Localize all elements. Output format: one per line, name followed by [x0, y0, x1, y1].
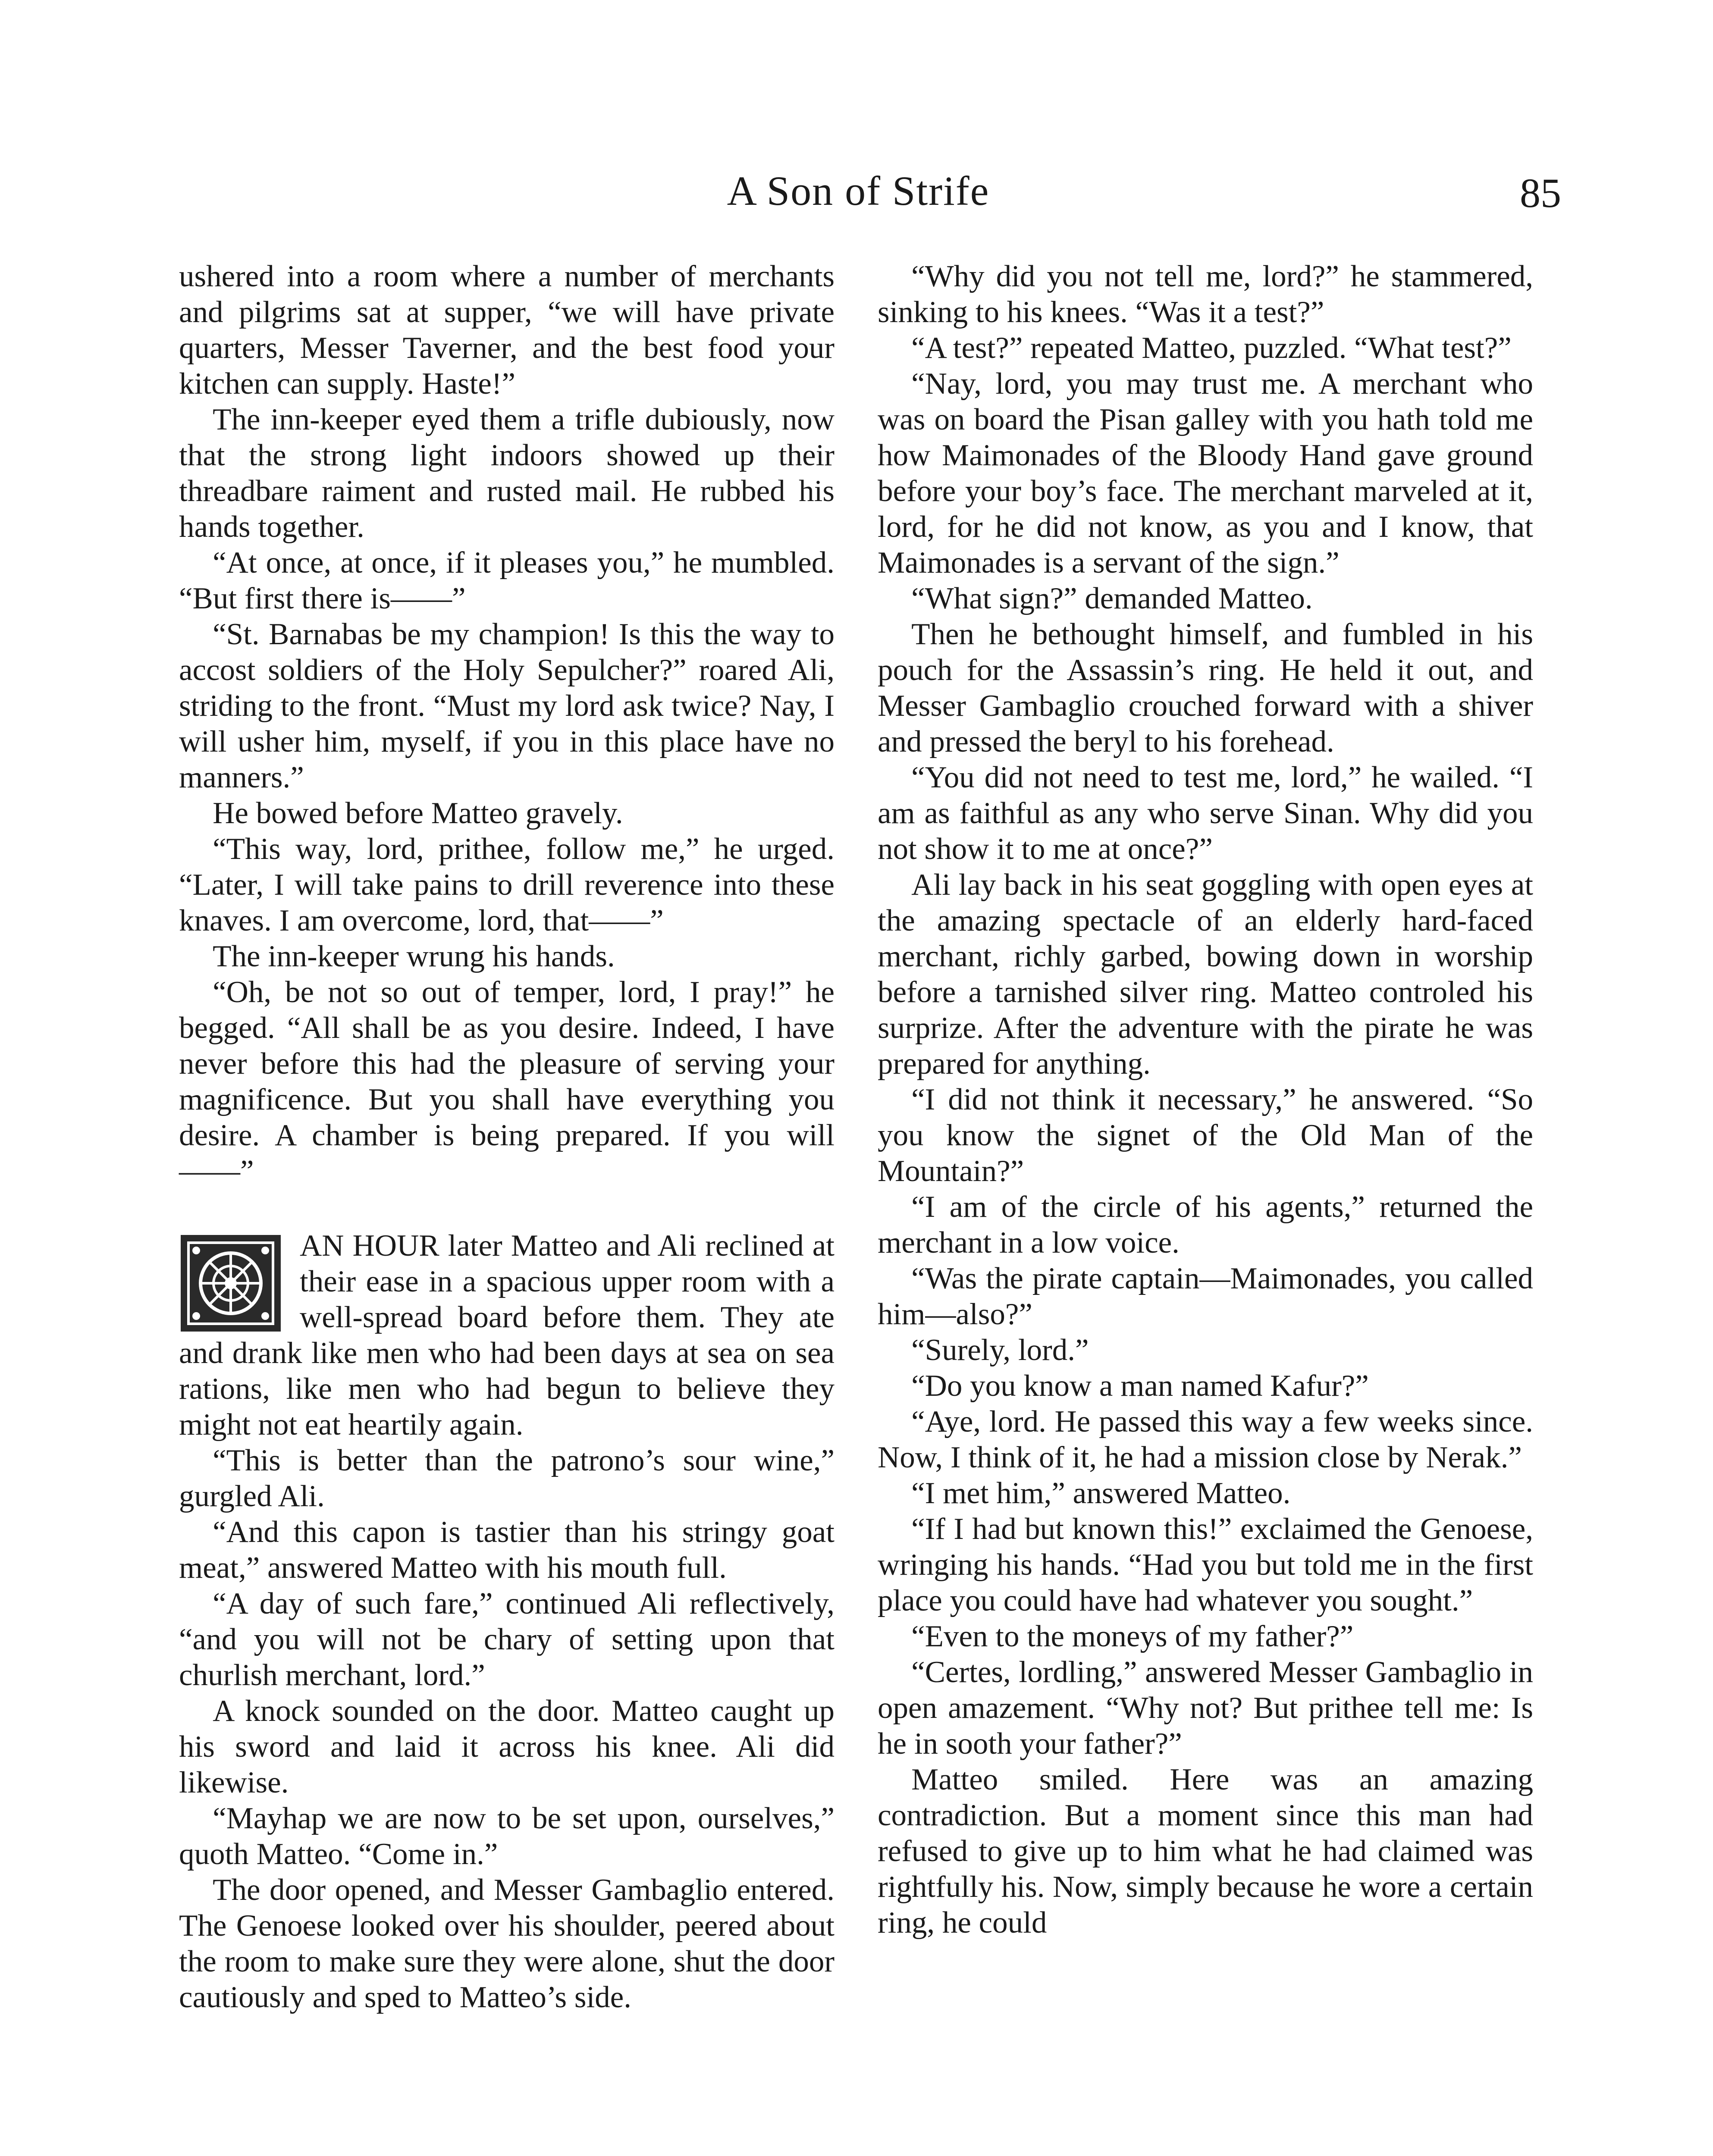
paragraph: “At once, at once, if it pleases you,” he mumbled. “But first there is——”: [179, 546, 835, 615]
paragraph: “I did not think it necessary,” he answered. “So you know the signet of the Old Man of the Mountain?”: [878, 1083, 1533, 1188]
left-column: [179, 259, 835, 2015]
paragraph: “This way, lord, prithee, follow me,” he urged. “Later, I will take pains to drill reverence into these knaves. I am overcome, lord, that——”: [179, 832, 835, 937]
ornament-icon: [179, 1233, 282, 1333]
paragraph: “I met him,” answered Matteo.: [911, 1476, 1291, 1510]
paragraph: “Oh, be not so out of temper, lord, I pray!” he begged. “All shall be as you desire. Indeed, I have never before this had the pleasure of serving your magnificence. But you shall have everything you desire. A chamber is being prepared. If you will——”: [179, 975, 835, 1188]
paragraph: The inn-keeper wrung his hands.: [213, 940, 615, 973]
paragraph: “Do you know a man named Kafur?”: [911, 1369, 1369, 1403]
paragraph: “Aye, lord. He passed this way a few weeks since. Now, I think of it, he had a mission close by Nerak.”: [878, 1405, 1533, 1474]
paragraph: “I am of the circle of his agents,” returned the merchant in a low voice.: [878, 1190, 1533, 1260]
paragraph: “A test?” repeated Matteo, puzzled. “What test?”: [911, 331, 1512, 365]
page-title: A Son of Strife: [727, 168, 990, 214]
right-column: [878, 259, 1533, 1941]
paragraph: “Was the pirate captain—Maimonades, you called him—also?”: [878, 1262, 1533, 1331]
paragraph: “You did not need to test me, lord,” he wailed. “I am as faithful as any who serve Sinan. Why did you not show it to me at once?”: [878, 761, 1533, 866]
paragraph: ushered into a room where a number of merchants and pilgrims sat at supper, “we will have private quarters, Messer Taverner, and the best food your kitchen can supply. Haste!”: [179, 260, 835, 401]
paragraph: “This is better than the patrono’s sour wine,” gurgled Ali.: [179, 1444, 835, 1513]
paragraph: Then he bethought himself, and fumbled in his pouch for the Assassin’s ring. He held it out, and Messer Gambaglio crouched forward with a shiver and pressed the beryl to his forehead.: [878, 617, 1533, 758]
section-opening-paragraph: [179, 1228, 835, 1443]
section-opening-text: later Matteo and Ali reclined at their ease in a spacious upper room with a well-spread board before them. They ate and drank like men who had been days at sea on sea rations, like men who had begun to believe they might not eat heartily again.: [179, 1229, 835, 1442]
paragraph: “Certes, lordling,” answered Messer Gambaglio in open amazement. “Why not? But prithee tell me: Is he in sooth your father?”: [878, 1655, 1533, 1761]
paragraph: “Surely, lord.”: [911, 1333, 1089, 1367]
paragraph: “Nay, lord, you may trust me. A merchant who was on board the Pisan galley with you hath told me how Maimonades of the Bloody Hand gave ground before your boy’s face. The merchant marveled at it, lord, for he did not know, as you and I know, that Maimonades is a servant of the sign.”: [878, 367, 1533, 580]
paragraph: “Why did you not tell me, lord?” he stammered, sinking to his knees. “Was it a test?”: [878, 260, 1533, 329]
paragraph: “St. Barnabas be my champion! Is this the way to accost soldiers of the Holy Sepulcher?” roared Ali, striding to the front. “Must my lord ask twice? Nay, I will usher him, myself, if you in this place have no manners.”: [179, 617, 835, 794]
paragraph: “Even to the moneys of my father?”: [911, 1620, 1354, 1653]
paragraph: “If I had but known this!” exclaimed the Genoese, wringing his hands. “Had you but told me in the first place you could have had whatever you sought.”: [878, 1512, 1533, 1617]
section-lead-words: AN HOUR: [300, 1229, 439, 1263]
paragraph: The inn-keeper eyed them a trifle dubiously, now that the strong light indoors showed up their threadbare raiment and rusted mail. He rubbed his hands together.: [179, 403, 835, 544]
page-number: 85: [1520, 170, 1561, 216]
section-break: [179, 1189, 835, 1228]
paragraph: Ali lay back in his seat goggling with open eyes at the amazing spectacle of an elderly hard-faced merchant, richly garbed, bowing down in worship before a tarnished silver ring. Matteo controled his surprize. After the adventure with the pirate he was prepared for anything.: [878, 868, 1533, 1081]
paragraph: The door opened, and Messer Gambaglio entered. The Genoese looked over his shoulder, peered about the room to make sure they were alone, shut the door cautiously and sped to Matteo’s side.: [179, 1873, 835, 2014]
paragraph: “And this capon is tastier than his stringy goat meat,” answered Matteo with his mouth full.: [179, 1515, 835, 1585]
paragraph: “What sign?” demanded Matteo.: [911, 582, 1313, 615]
paragraph: A knock sounded on the door. Matteo caught up his sword and laid it across his knee. Ali did likewise.: [179, 1694, 835, 1799]
paragraph: “Mayhap we are now to be set upon, ourselves,” quoth Matteo. “Come in.”: [179, 1802, 835, 1871]
paragraph: He bowed before Matteo gravely.: [213, 796, 623, 830]
paragraph: Matteo smiled. Here was an amazing contradiction. But a moment since this man had refused to give up to him what he had claimed was rightfully his. Now, simply because he wore a certain ring, he could: [878, 1763, 1533, 1940]
paragraph: “A day of such fare,” continued Ali reflectively, “and you will not be chary of setting upon that churlish merchant, lord.”: [179, 1587, 835, 1692]
